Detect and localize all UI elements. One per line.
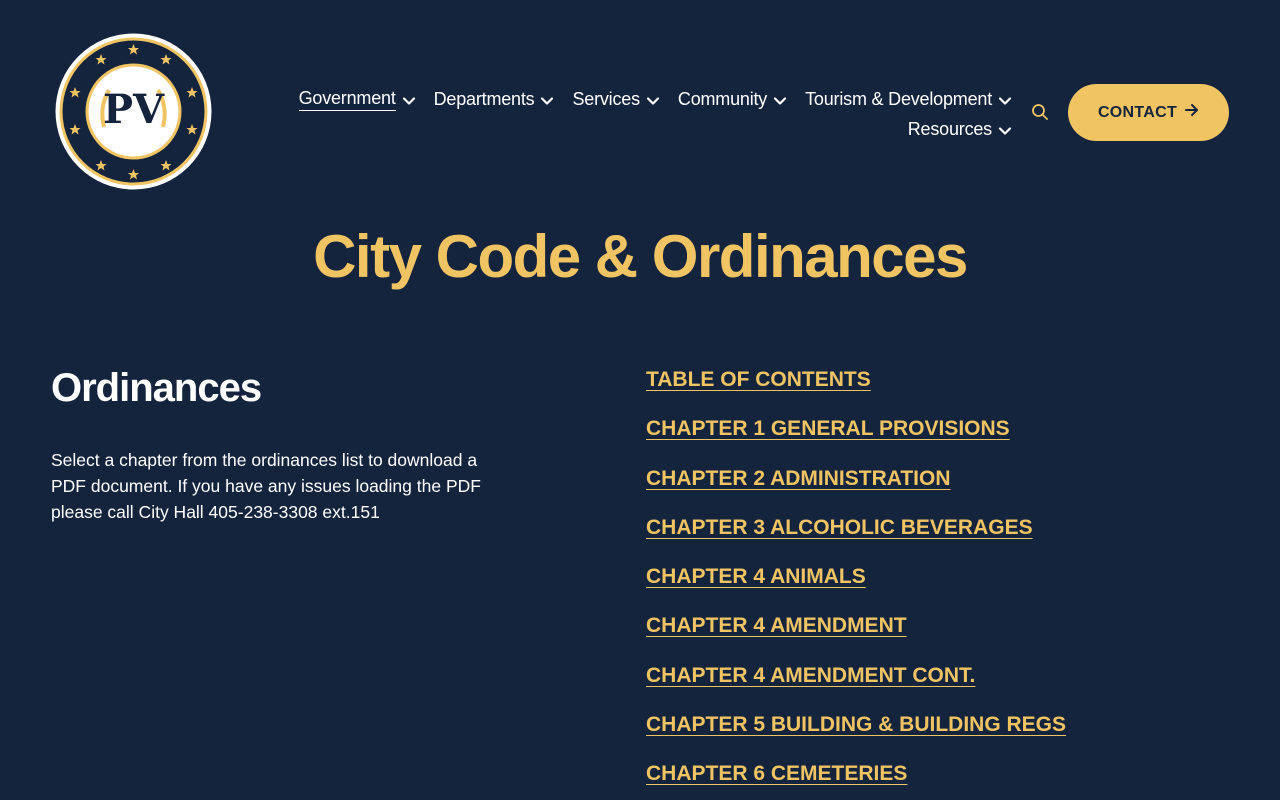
- chapter-link[interactable]: CHAPTER 6 CEMETERIES: [646, 762, 908, 786]
- chapter-link[interactable]: CHAPTER 1 GENERAL PROVISIONS: [646, 417, 1010, 441]
- chapter-link[interactable]: CHAPTER 5 BUILDING & BUILDING REGS: [646, 713, 1067, 737]
- nav-item-resources[interactable]: [908, 119, 1012, 140]
- contact-button[interactable]: [1068, 84, 1229, 141]
- nav-row-primary: [272, 84, 1012, 114]
- nav-item-community[interactable]: [678, 89, 787, 110]
- nav-item-label: Departments: [433, 88, 535, 109]
- svg-text:PV: PV: [102, 86, 165, 133]
- chevron-down-icon[interactable]: [998, 92, 1012, 106]
- chapter-link[interactable]: CHAPTER 4 AMENDMENT CONT.: [646, 663, 976, 687]
- nav-item-label: Resources: [907, 118, 992, 139]
- main-navigation: [272, 84, 1012, 144]
- city-seal-logo[interactable]: [54, 32, 213, 191]
- nav-item-government[interactable]: [299, 88, 416, 111]
- chapter-link[interactable]: CHAPTER 4 AMENDMENT: [646, 614, 907, 638]
- ordinance-chapter-list: [646, 368, 1066, 800]
- page-title: City Code & Ordinances: [313, 223, 967, 290]
- chapter-link[interactable]: TABLE OF CONTENTS: [646, 368, 871, 391]
- search-icon[interactable]: [1031, 103, 1049, 121]
- nav-item-label: Tourism & Development: [805, 88, 992, 109]
- chapter-link[interactable]: CHAPTER 4 ANIMALS: [646, 565, 866, 589]
- section-heading: Ordinances: [51, 366, 262, 410]
- nav-item-label: Community: [677, 88, 768, 109]
- section-description: Select a chapter from the ordinances list to download a PDF document. If you have any issues loading the PDF please call City Hall 405-238-3308 ext.151: [51, 450, 481, 522]
- site-header: [0, 0, 1280, 200]
- chevron-down-icon[interactable]: [646, 92, 660, 106]
- nav-row-secondary: [272, 114, 1012, 144]
- arrow-right-icon: [1185, 103, 1199, 122]
- chevron-down-icon[interactable]: [773, 92, 787, 106]
- chevron-down-icon[interactable]: [540, 92, 554, 106]
- nav-item-services[interactable]: [572, 89, 659, 110]
- nav-item-label: Services: [572, 88, 640, 109]
- nav-item-label: Government: [299, 88, 396, 111]
- contact-label: CONTACT: [1097, 103, 1178, 121]
- chevron-down-icon[interactable]: [998, 122, 1012, 136]
- chapter-link[interactable]: CHAPTER 3 ALCOHOLIC BEVERAGES: [646, 515, 1033, 539]
- nav-item-departments[interactable]: [434, 89, 555, 110]
- chapter-link[interactable]: CHAPTER 2 ADMINISTRATION: [646, 466, 951, 490]
- nav-item-tourism-development[interactable]: [805, 89, 1012, 110]
- chevron-down-icon[interactable]: [402, 92, 416, 106]
